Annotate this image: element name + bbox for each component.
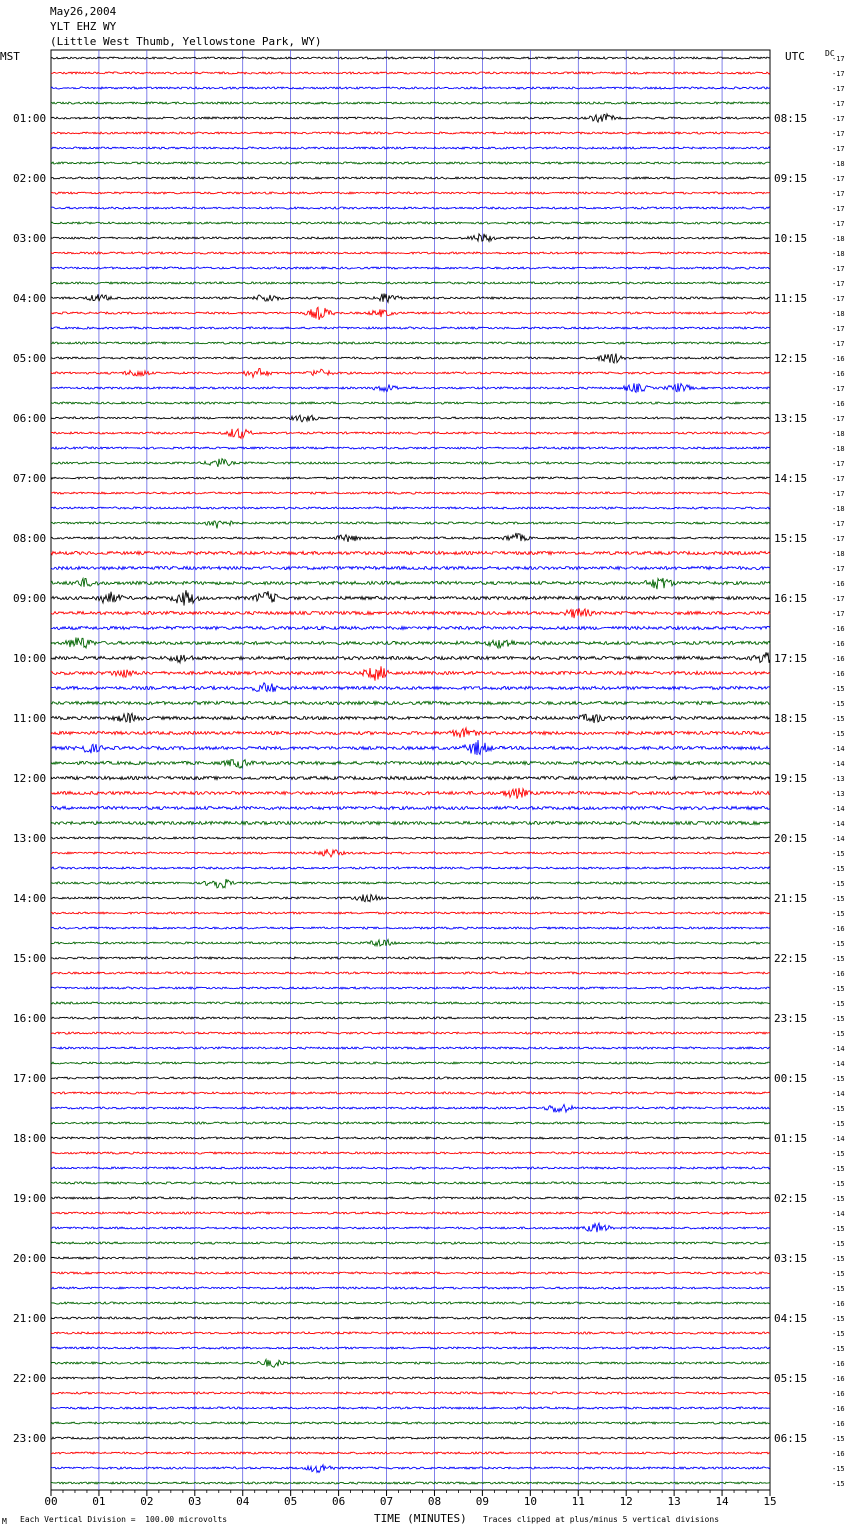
dc-offset-label: -18: [832, 235, 845, 243]
mst-hour-label: 11:00: [13, 712, 47, 725]
dc-offset-label: -15: [832, 730, 845, 738]
seismic-trace: [51, 477, 770, 479]
utc-hour-label: 22:15: [774, 952, 808, 965]
dc-offset-label: -17: [832, 115, 845, 123]
dc-offset-label: -16: [832, 625, 845, 633]
seismic-trace: [51, 1465, 770, 1473]
vertical-division-note: Each Vertical Division = 100.00 microvolts: [20, 1515, 228, 1524]
x-axis-title: TIME (MINUTES): [374, 1512, 467, 1525]
seismic-trace: [51, 1105, 770, 1113]
mst-hour-label: 19:00: [13, 1192, 47, 1205]
dc-offset-label: -15: [832, 1120, 845, 1128]
dc-offset-label: -15: [832, 1015, 845, 1023]
dc-offset-label: -18: [832, 445, 845, 453]
dc-offset-label: -16: [832, 640, 845, 648]
x-tick-label: 03: [188, 1495, 202, 1508]
dc-offset-label: -15: [832, 685, 845, 693]
dc-offset-label: -17: [832, 145, 845, 153]
dc-offset-label: -16: [832, 580, 845, 588]
dc-offset-label: -15: [832, 715, 845, 723]
seismic-trace: [51, 222, 770, 224]
seismic-trace: [51, 294, 770, 303]
x-tick-label: 07: [379, 1495, 394, 1508]
dc-offset-label: -16: [832, 970, 845, 978]
clip-note: Traces clipped at plus/minus 5 vertical divisions: [483, 1515, 720, 1524]
mst-hour-label: 08:00: [13, 532, 47, 545]
dc-offset-label: -13: [832, 790, 845, 798]
utc-hour-label: 05:15: [774, 1372, 808, 1385]
x-tick-label: 02: [140, 1495, 154, 1508]
seismic-trace: [51, 1257, 770, 1259]
seismic-trace: [51, 927, 770, 929]
seismic-trace: [51, 1122, 770, 1124]
dc-offset-label: -18: [832, 430, 845, 438]
mst-hour-label: 06:00: [13, 412, 47, 425]
mst-hour-label: 22:00: [13, 1372, 47, 1385]
dc-offset-label: -15: [832, 1225, 845, 1233]
dc-offset-label: -17: [832, 280, 845, 288]
seismic-trace: [51, 327, 770, 329]
dc-offset-label: -14: [832, 1090, 845, 1098]
seismic-trace: [51, 1422, 770, 1424]
seismic-trace: [51, 447, 770, 449]
seismic-trace: [51, 626, 770, 629]
dc-offset-label: -15: [832, 1270, 845, 1278]
utc-hour-label: 19:15: [774, 772, 808, 785]
utc-hour-label: 03:15: [774, 1252, 808, 1265]
seismic-trace: [51, 492, 770, 494]
dc-offset-label: -17: [832, 55, 845, 63]
x-tick-label: 12: [619, 1495, 633, 1508]
seismic-trace: [51, 1197, 770, 1199]
dc-offset-label: -15: [832, 700, 845, 708]
utc-hour-label: 15:15: [774, 532, 808, 545]
plot-frame: [51, 50, 770, 1490]
seismic-trace: [51, 1242, 770, 1244]
seismic-trace: [51, 652, 770, 662]
seismic-trace: [51, 147, 770, 149]
mst-hour-label: 05:00: [13, 352, 47, 365]
seismic-trace: [51, 102, 770, 104]
seismic-trace: [51, 342, 770, 344]
mst-hour-label: 18:00: [13, 1132, 47, 1145]
dc-offset-label: -18: [832, 250, 845, 258]
seismic-trace: [51, 1032, 770, 1034]
utc-hour-label: 11:15: [774, 292, 808, 305]
seismic-trace: [51, 162, 770, 164]
mst-hour-label: 10:00: [13, 652, 47, 665]
dc-offset-label: -17: [832, 130, 845, 138]
seismic-trace: [51, 1347, 770, 1349]
dc-offset-label: -16: [832, 355, 845, 363]
seismic-trace: [51, 1062, 770, 1064]
utc-hour-label: 23:15: [774, 1012, 808, 1025]
dc-offset-label: -14: [832, 745, 845, 753]
seismic-trace: [51, 354, 770, 364]
dc-offset-label: -15: [832, 1000, 845, 1008]
dc-offset-label: -15: [832, 1480, 845, 1488]
seismic-trace: [51, 459, 770, 467]
seismic-trace: [51, 1407, 770, 1409]
dc-offset-label: -17: [832, 535, 845, 543]
seismic-trace: [51, 1360, 770, 1368]
seismic-trace: [51, 788, 770, 799]
seismic-trace: [51, 282, 770, 284]
mst-hour-label: 07:00: [13, 472, 47, 485]
dc-offset-label: -18: [832, 160, 845, 168]
dc-offset-label: -18: [832, 310, 845, 318]
seismic-trace: [51, 132, 770, 134]
seismic-trace: [51, 701, 770, 704]
dc-offset-label: -17: [832, 220, 845, 228]
dc-offset-label: -15: [832, 1075, 845, 1083]
seismic-trace: [51, 114, 770, 122]
dc-offset-label: -15: [832, 1315, 845, 1323]
seismic-trace: [51, 895, 770, 902]
dc-offset-label: -15: [832, 1165, 845, 1173]
dc-offset-label: -17: [832, 415, 845, 423]
dc-offset-label: -16: [832, 1300, 845, 1308]
seismic-trace: [51, 267, 770, 269]
seismic-trace: [51, 507, 770, 509]
dc-offset-label: -17: [832, 565, 845, 573]
mst-hour-label: 17:00: [13, 1072, 47, 1085]
dc-offset-label: -14: [832, 805, 845, 813]
x-tick-label: 01: [92, 1495, 106, 1508]
dc-offset-label: -15: [832, 1030, 845, 1038]
corner-mark: M: [2, 1517, 7, 1526]
dc-offset-label: -16: [832, 1375, 845, 1383]
seismic-trace: [51, 760, 770, 769]
utc-hour-label: 20:15: [774, 832, 808, 845]
dc-offset-label: -16: [832, 1420, 845, 1428]
utc-hour-label: 09:15: [774, 172, 808, 185]
dc-offset-label: -15: [832, 1345, 845, 1353]
utc-hour-label: 00:15: [774, 1072, 808, 1085]
seismic-trace: [51, 879, 770, 888]
seismic-trace: [51, 849, 770, 857]
seismic-trace: [51, 1437, 770, 1439]
dc-offset-label: -16: [832, 925, 845, 933]
seismic-trace: [51, 1212, 770, 1214]
dc-offset-label: -17: [832, 520, 845, 528]
seismic-trace: [51, 566, 770, 569]
dc-offset-label: -15: [832, 1285, 845, 1293]
dc-offset-label: -15: [832, 940, 845, 948]
mst-hour-label: 02:00: [13, 172, 47, 185]
seismic-trace: [51, 1002, 770, 1004]
x-tick-label: 14: [715, 1495, 729, 1508]
x-tick-label: 05: [284, 1495, 298, 1508]
dc-offset-label: -14: [832, 1060, 845, 1068]
mst-hour-label: 09:00: [13, 592, 47, 605]
seismic-trace: [51, 1377, 770, 1379]
seismic-trace: [51, 521, 770, 529]
seismic-trace: [51, 551, 770, 554]
dc-offset-label: -18: [832, 505, 845, 513]
seismic-trace: [51, 590, 770, 605]
dc-offset-label: -17: [832, 385, 845, 393]
dc-offset-label: -14: [832, 820, 845, 828]
dc-offset-label: -14: [832, 1135, 845, 1143]
seismic-trace: [51, 533, 770, 542]
seismic-trace: [51, 940, 770, 947]
seismic-trace: [51, 252, 770, 254]
seismic-trace: [51, 837, 770, 839]
station-code: YLT EHZ WY: [50, 20, 117, 33]
mst-hour-label: 03:00: [13, 232, 47, 245]
seismic-trace: [51, 666, 770, 680]
mst-hour-label: 01:00: [13, 112, 47, 125]
dc-offset-label: -16: [832, 1405, 845, 1413]
utc-hour-label: 16:15: [774, 592, 808, 605]
seismic-trace: [51, 1452, 770, 1454]
seismic-trace: [51, 867, 770, 869]
dc-offset-label: -15: [832, 985, 845, 993]
dc-offset-label: -15: [832, 865, 845, 873]
seismic-trace: [51, 1092, 770, 1094]
seismic-trace: [51, 821, 770, 824]
dc-offset-label: -15: [832, 895, 845, 903]
dc-offset-label: -17: [832, 205, 845, 213]
x-tick-label: 13: [667, 1495, 681, 1508]
dc-offset-label: -17: [832, 265, 845, 273]
utc-hour-label: 04:15: [774, 1312, 808, 1325]
dc-offset-label: -15: [832, 1465, 845, 1473]
dc-offset-label: -16: [832, 1450, 845, 1458]
seismic-trace: [51, 177, 770, 179]
seismic-trace: [51, 728, 770, 738]
seismic-trace: [51, 57, 770, 59]
seismic-trace: [51, 957, 770, 959]
seismic-trace: [51, 1272, 770, 1274]
seismic-trace: [51, 1167, 770, 1169]
dc-offset-label: -17: [832, 325, 845, 333]
x-tick-label: 00: [44, 1495, 58, 1508]
seismic-trace: [51, 1017, 770, 1019]
dc-offset-label: -14: [832, 1210, 845, 1218]
dc-offset-label: -15: [832, 1435, 845, 1443]
dc-offset-label: -17: [832, 190, 845, 198]
dc-offset-label: -17: [832, 340, 845, 348]
dc-offset-label: -13: [832, 775, 845, 783]
seismic-trace: [51, 1077, 770, 1079]
mst-hour-label: 12:00: [13, 772, 47, 785]
seismic-trace: [51, 87, 770, 89]
mst-hour-label: 13:00: [13, 832, 47, 845]
utc-hour-label: 14:15: [774, 472, 808, 485]
left-timezone-label: MST: [0, 50, 20, 63]
dc-offset-label: -16: [832, 655, 845, 663]
seismic-trace: [51, 1482, 770, 1484]
dc-offset-label: -15: [832, 1195, 845, 1203]
seismic-trace: [51, 415, 770, 422]
dc-offset-label: -16: [832, 370, 845, 378]
mst-hour-label: 23:00: [13, 1432, 47, 1445]
seismic-trace: [51, 402, 770, 404]
mst-hour-label: 21:00: [13, 1312, 47, 1325]
dc-offset-label: -17: [832, 460, 845, 468]
seismic-trace: [51, 429, 770, 438]
seismic-trace: [51, 1223, 770, 1232]
utc-hour-label: 06:15: [774, 1432, 808, 1445]
seismic-trace: [51, 307, 770, 320]
seismic-trace: [51, 608, 770, 618]
dc-offset-label: -15: [832, 1330, 845, 1338]
seismic-trace: [51, 806, 770, 809]
dc-offset-label: -17: [832, 85, 845, 93]
dc-offset-label: -15: [832, 1180, 845, 1188]
seismic-trace: [51, 1302, 770, 1304]
seismic-trace: [51, 192, 770, 194]
x-tick-label: 10: [523, 1495, 537, 1508]
dc-offset-label: -16: [832, 400, 845, 408]
dc-offset-label: -15: [832, 910, 845, 918]
seismic-trace: [51, 740, 770, 755]
seismic-trace: [51, 776, 770, 779]
seismic-trace: [51, 1287, 770, 1289]
x-tick-label: 11: [571, 1495, 585, 1508]
dc-offset-label: -17: [832, 175, 845, 183]
mst-hour-label: 14:00: [13, 892, 47, 905]
seismic-trace: [51, 1332, 770, 1334]
dc-label: DC: [825, 49, 835, 58]
dc-offset-label: -18: [832, 550, 845, 558]
seismic-trace: [51, 638, 770, 649]
seismic-trace: [51, 1392, 770, 1394]
dc-offset-label: -15: [832, 955, 845, 963]
dc-offset-label: -16: [832, 1390, 845, 1398]
seismic-trace: [51, 1137, 770, 1139]
dc-offset-label: -17: [832, 610, 845, 618]
utc-hour-label: 17:15: [774, 652, 808, 665]
mst-hour-label: 15:00: [13, 952, 47, 965]
dc-offset-label: -16: [832, 1360, 845, 1368]
mst-hour-label: 04:00: [13, 292, 47, 305]
dc-offset-label: -14: [832, 835, 845, 843]
utc-hour-label: 21:15: [774, 892, 808, 905]
seismic-trace: [51, 713, 770, 723]
x-tick-label: 15: [763, 1495, 777, 1508]
dc-offset-label: -17: [832, 70, 845, 78]
utc-hour-label: 12:15: [774, 352, 808, 365]
x-tick-label: 08: [427, 1495, 442, 1508]
seismic-trace: [51, 912, 770, 914]
mst-hour-label: 20:00: [13, 1252, 47, 1265]
dc-offset-label: -14: [832, 760, 845, 768]
seismic-trace: [51, 234, 770, 242]
utc-hour-label: 13:15: [774, 412, 808, 425]
dc-offset-label: -17: [832, 490, 845, 498]
dc-offset-label: -17: [832, 100, 845, 108]
dc-offset-label: -15: [832, 1255, 845, 1263]
seismic-trace: [51, 72, 770, 74]
seismic-trace: [51, 207, 770, 209]
seismic-trace: [51, 1317, 770, 1319]
station-location: (Little West Thumb, Yellowstone Park, WY): [50, 35, 322, 48]
dc-offset-label: -15: [832, 850, 845, 858]
seismic-trace: [51, 1152, 770, 1154]
record-date: May26,2004: [50, 5, 117, 18]
seismic-trace: [51, 578, 770, 589]
x-tick-label: 04: [236, 1495, 250, 1508]
dc-offset-label: -15: [832, 1240, 845, 1248]
dc-offset-label: -17: [832, 475, 845, 483]
utc-hour-label: 10:15: [774, 232, 808, 245]
dc-offset-label: -16: [832, 670, 845, 678]
seismic-trace: [51, 683, 770, 692]
seismic-trace: [51, 1047, 770, 1049]
dc-offset-label: -15: [832, 1105, 845, 1113]
x-tick-label: 06: [331, 1495, 346, 1508]
dc-offset-label: -17: [832, 595, 845, 603]
seismic-trace: [51, 972, 770, 974]
seismic-trace: [51, 987, 770, 989]
seismic-trace: [51, 368, 770, 377]
utc-hour-label: 08:15: [774, 112, 808, 125]
right-timezone-label: UTC: [785, 50, 805, 63]
utc-hour-label: 18:15: [774, 712, 808, 725]
seismic-trace: [51, 1182, 770, 1184]
dc-offset-label: -15: [832, 1150, 845, 1158]
seismic-trace: [51, 383, 770, 392]
utc-hour-label: 02:15: [774, 1192, 808, 1205]
x-tick-label: 09: [475, 1495, 490, 1508]
utc-hour-label: 01:15: [774, 1132, 808, 1145]
dc-offset-label: -14: [832, 1045, 845, 1053]
mst-hour-label: 16:00: [13, 1012, 47, 1025]
dc-offset-label: -17: [832, 295, 845, 303]
dc-offset-label: -15: [832, 880, 845, 888]
